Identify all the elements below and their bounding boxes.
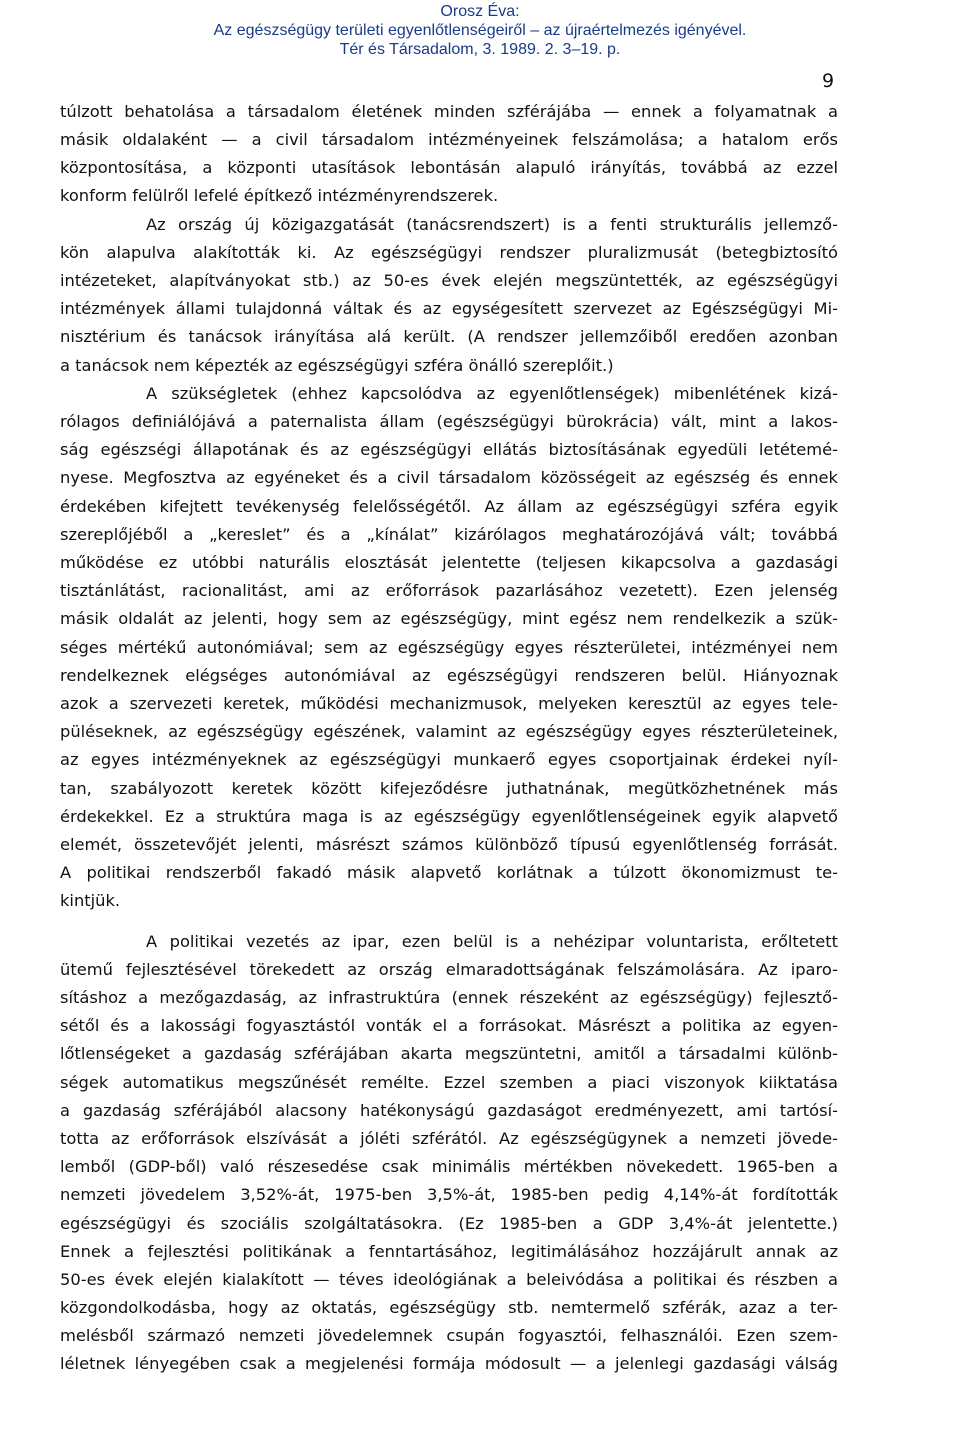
- text-line: érdekekkel. Ez a struktúra maga is az egészségügy egyenlőtlenségeinek egyik alapvető: [60, 807, 838, 826]
- text-line: ság egészségi állapotának és az egészségügyi ellátás biztosításának egyedüli letétemé-: [60, 440, 838, 459]
- text-line: sításhoz a mezőgazdaság, az infrastruktúra (ennek részeként az egészségügy) fejlesztő-: [60, 988, 838, 1007]
- text-line: szereplőjéből a „kereslet” és a „kínálat” kizárólagos meghatározójává vált; továbbá: [60, 525, 838, 544]
- text-line: konform felülről lefelé építkező intézményrendszerek.: [60, 186, 499, 205]
- header-author: Orosz Éva:: [440, 3, 520, 20]
- text-line: püléseknek, az egészségügy egészének, valamint az egészségügy egyes részterületeinek,: [60, 722, 838, 741]
- text-line: A politikai vezetés az ipar, ezen belül is a nehézipar voluntarista, erőltetett: [146, 932, 838, 951]
- text-line: ütemű fejlesztésével törekedett az ország elmaradottságának felszámolására. Az iparo-: [60, 960, 838, 979]
- text-line: Az ország új közigazgatását (tanácsrendszert) is a fenti strukturális jellemző-: [146, 215, 838, 234]
- page-number: 9: [822, 70, 835, 92]
- text-line: egészségügyi és szociális szolgáltatásokra. (Ez 1985-ben a GDP 3,4%-át jelentette.): [60, 1214, 838, 1233]
- text-line: közgondolkodásba, hogy az oktatás, egészségügy stb. nemtermelő szférák, azaz a ter-: [60, 1298, 838, 1317]
- header-title: Az egészségügy területi egyenlőtlenségeiről – az újraértelmezés igényével.: [213, 22, 747, 39]
- text-line: ségek automatikus megszűnését remélte. Ezzel szemben a piaci viszonyok kiiktatása: [60, 1073, 838, 1092]
- text-line: a gazdaság szférájából alacsony hatékonyságú gazdaságot eredményezett, ami tartósí-: [60, 1101, 838, 1120]
- text-line: tan, szabályozott keretek között kifejeződésre juthatnának, megütközhetnének más: [60, 779, 838, 798]
- text-line: intézeteket, alapítványokat stb.) az 50-es évek elején megszüntették, az egészségügyi: [60, 271, 838, 290]
- text-line: központosítása, a központi utasítások lebontásán alapuló irányítás, továbbá az ezzel: [60, 158, 838, 177]
- text-line: 50-es évek elején kialakított — téves ideológiának a beleivódása a politikai és részben a: [60, 1270, 838, 1289]
- text-line: másik oldalaként — a civil társadalom intézményeinek felszámolása; a hatalom erős: [60, 130, 838, 149]
- text-line: lemből (GDP-ből) való részesedése csak minimális mértékben növekedett. 1965-ben a: [60, 1157, 838, 1176]
- text-line: működése ez utóbbi naturális elosztását jelentette (teljesen kikapcsolva a gazdasági: [60, 553, 838, 572]
- text-line: sétől és a lakossági fogyasztástól vonták el a forrásokat. Másrészt a politika az egyen-: [60, 1016, 838, 1035]
- text-line: túlzott behatolása a társadalom életének minden szférájába — ennek a folyamatnak a: [60, 102, 838, 121]
- text-line: kön alapulva alakították ki. Az egészségügyi rendszer pluralizmusát (betegbiztosító: [60, 243, 838, 262]
- text-line: A politikai rendszerből fakadó másik alapvető korlátnak a túlzott ökonomizmust te-: [60, 863, 838, 882]
- text-line: melésből származó nemzeti jövedelemnek csupán fogyasztói, felhasználói. Ezen szem-: [60, 1326, 838, 1345]
- text-line: A szükségletek (ehhez kapcsolódva az egyenlőtlenségek) mibenlétének kizá-: [146, 384, 838, 403]
- text-line: rendelkeznek elégséges autonómiával az egészségügyi rendszeren belül. Hiányoznak: [60, 666, 838, 685]
- text-line: érdekében kifejtett tevékenység felelősségétől. Az állam az egészségügyi szféra egyik: [60, 497, 838, 516]
- document-header: [0, 2, 960, 59]
- text-line: nyese. Megfosztva az egyéneket és a civil társadalom közösségeit az egészség és ennek: [60, 468, 838, 487]
- text-line: totta az erőforrások elszívását a jóléti szférától. Az egészségügynek a nemzeti jövede-: [60, 1129, 838, 1148]
- text-line: rólagos definiálójává a paternalista állam (egészségügyi bürokrácia) vált, mint a lakos-: [60, 412, 838, 431]
- text-line: Ennek a fejlesztési politikának a fenntartásához, legitimálásához hozzájárult annak az: [60, 1242, 838, 1261]
- text-line: lőtlenségeket a gazdaság szférájában akarta megszüntetni, amitől a társadalmi különb-: [60, 1044, 838, 1063]
- header-citation: Tér és Társadalom, 3. 1989. 2. 3–19. p.: [339, 41, 621, 58]
- text-line: nemzeti jövedelem 3,52%-át, 1975-ben 3,5%-át, 1985-ben pedig 4,14%-át fordították: [60, 1185, 838, 1204]
- text-line: léletnek lényegében csak a megjelenési formája módosult — a jelenlegi gazdasági válság: [60, 1354, 838, 1373]
- text-line: azok a szervezeti keretek, működési mechanizmusok, melyeken keresztül az egyes tele-: [60, 694, 838, 713]
- text-line: tisztánlátást, racionalitást, ami az erőforrások pazarlásához vezetett). Ezen jelenség: [60, 581, 838, 600]
- text-line: elemét, összetevőjét jelenti, másrészt számos különböző típusú egyenlőtlenség forrását.: [60, 835, 838, 854]
- text-line: intézmények állami tulajdonná váltak és az egységesített szervezet az Egészségügyi Mi-: [60, 299, 838, 318]
- text-line: kintjük.: [60, 891, 121, 910]
- text-line: nisztérium és tanácsok irányítása alá került. (A rendszer jellemzőiből eredően azonban: [60, 327, 838, 346]
- text-line: a tanácsok nem képezték az egészségügyi szféra önálló szereplőit.): [60, 356, 614, 375]
- text-line: az egyes intézményeknek az egészségügyi munkaerő egyes csoportjainak érdekei nyíl-: [60, 750, 838, 769]
- text-line: séges mértékű autonómiával; sem az egészségügy egyes részterületei, intézményei nem: [60, 638, 838, 657]
- text-line: másik oldalát az jelenti, hogy sem az egészségügy, mint egész nem rendelkezik a szük-: [60, 609, 838, 628]
